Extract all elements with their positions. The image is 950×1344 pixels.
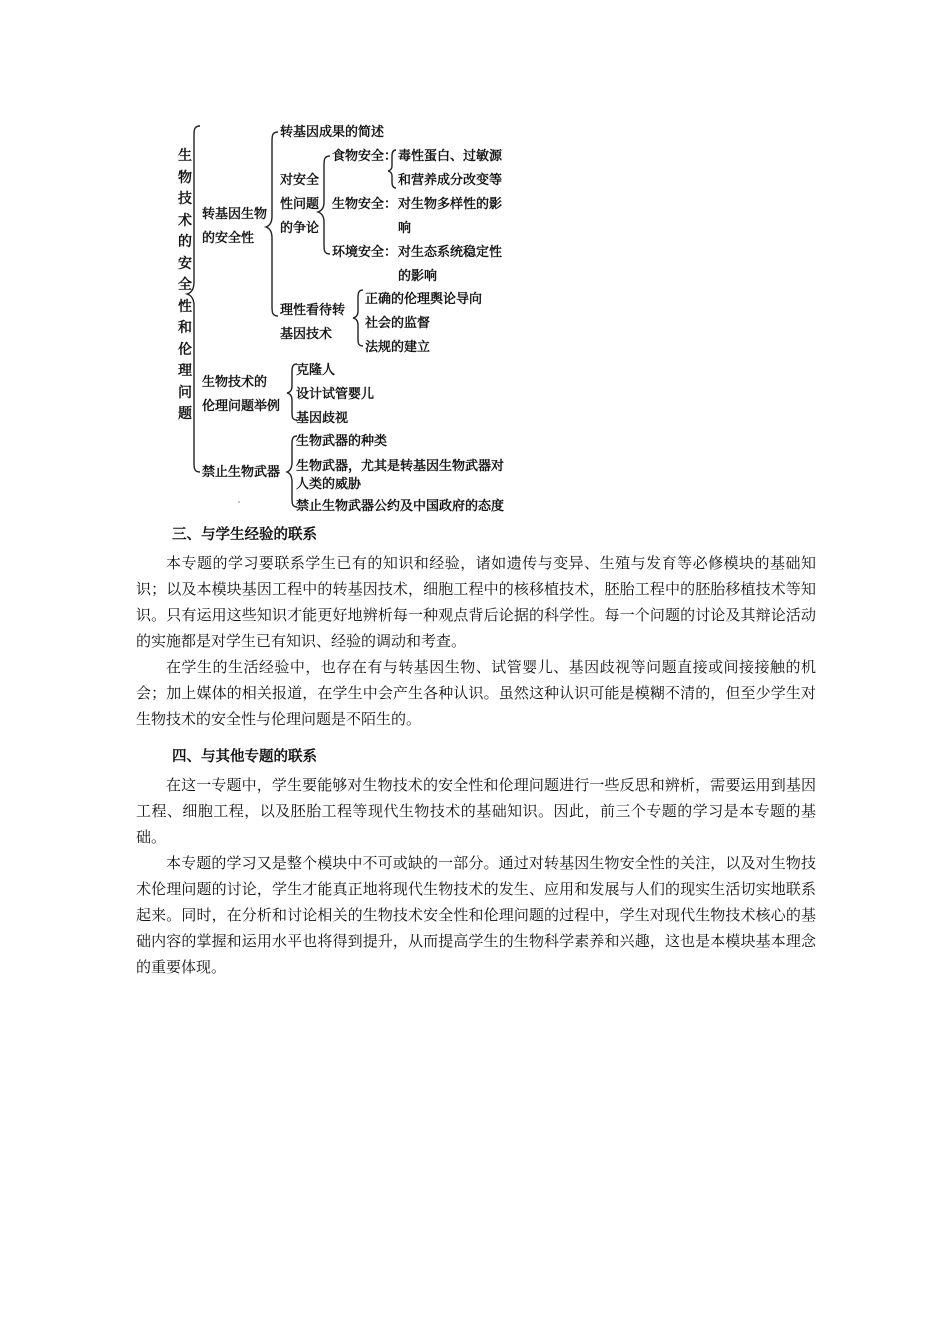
- debate-label-l1: 对安全: [280, 173, 320, 188]
- branch1-summary: 转基因成果的简述: [280, 125, 385, 140]
- branch2-item-3: 基因歧视: [296, 411, 349, 426]
- section3-paragraph-1: 本专题的学习要联系学生已有的知识和经验，诸如遗传与变异、生殖与发育等必修模块的基础知识；以及本模块基因工程中的转基因技术，细胞工程中的核移植技术，胚胎工程中的胚胎移植技术等知识。只有运用这些知识才能更好地辨析每一种观点背后论据的科学性。每一个问题的讨论及其辩论活动的实施都是对学生已有知识、经验的调动和考查。: [136, 554, 816, 650]
- section4-paragraph-2: 本专题的学习又是整个模块中不可或缺的一部分。通过对转基因生物安全性的关注，以及对生物技术伦理问题的讨论，学生才能真正地将现代生物技术的发生、应用和发展与人们的现实生活切实地联系起来。同时，在分析和讨论相关的生物技术安全性和伦理问题的过程中，学生对现代生物技术核心的基础内容的掌握和运用水平也将得到提升，从而提高学生的生物科学素养和兴趣，这也是本模块基本理念的重要体现。: [136, 854, 816, 976]
- branch3-item-3: 禁止生物武器公约及中国政府的态度: [296, 499, 505, 514]
- branch3-item-2-l1: 生物武器，尤其是转基因生物武器对: [296, 459, 505, 474]
- bio-safety-val-l2: 响: [398, 221, 412, 236]
- branch2-item-1: 克隆人: [296, 363, 336, 378]
- root-label: 生物技术的安全性和伦理问题: [178, 148, 192, 422]
- section3-heading: 三、与学生经验的联系: [172, 526, 317, 543]
- branch1-label-l2: 的安全性: [202, 231, 255, 246]
- branch1-label-l1: 转基因生物: [202, 207, 268, 222]
- branch1-brace: [266, 132, 278, 316]
- rational-item-1: 正确的伦理舆论导向: [365, 292, 483, 307]
- branch2-label-l1: 生物技术的: [202, 375, 268, 390]
- rational-label-l1: 理性看待转: [280, 303, 346, 318]
- env-safety-val-l1: 对生态系统稳定性: [398, 245, 503, 260]
- debate-label-l3: 的争论: [280, 221, 320, 236]
- rational-item-3: 法规的建立: [365, 340, 431, 355]
- bio-safety-key: 生物安全：: [332, 197, 398, 212]
- section4-heading: 四、与其他专题的联系: [172, 748, 317, 765]
- debate-brace: [318, 156, 330, 254]
- branch2-item-2: 设计试管婴儿: [296, 387, 375, 402]
- debate-label-l2: 性问题: [280, 197, 320, 212]
- concept-diagram: [150, 110, 550, 520]
- branch3-item-1: 生物武器的种类: [296, 434, 388, 449]
- section4-paragraph-1: 在这一专题中，学生要能够对生物技术的安全性和伦理问题进行一些反思和辨析，需要运用到基因工程、细胞工程，以及胚胎工程等现代生物技术的基础知识。因此，前三个专题的学习是本专题的基础。: [136, 776, 816, 846]
- rational-item-2: 社会的监督: [365, 316, 431, 331]
- rational-label-l2: 基因技术: [280, 327, 333, 342]
- bio-safety-val-l1: 对生物多样性的影: [398, 197, 503, 212]
- env-safety-key: 环境安全：: [332, 245, 398, 260]
- branch2-label-l2: 伦理问题举例: [202, 399, 281, 414]
- food-safety-key: 食物安全：: [332, 149, 398, 164]
- branch3-item-2-l2: 人类的威胁: [296, 477, 362, 492]
- branch3-label: 禁止生物武器: [202, 465, 281, 480]
- food-safety-val-l2: 和营养成分改变等: [398, 173, 503, 188]
- rational-brace: [353, 290, 363, 346]
- section3-paragraph-2: 在学生的生活经验中，也存在有与转基因生物、试管婴儿、基因歧视等问题直接或间接接触的机会；加上媒体的相关报道，在学生中会产生各种认识。虽然这种认识可能是模糊不清的，但至少学生对生物技术的安全性与伦理问题是不陌生的。: [136, 658, 816, 728]
- env-safety-val-l2: 的影响: [398, 269, 438, 284]
- food-safety-val-l1: 毒性蛋白、过敏源: [398, 149, 503, 164]
